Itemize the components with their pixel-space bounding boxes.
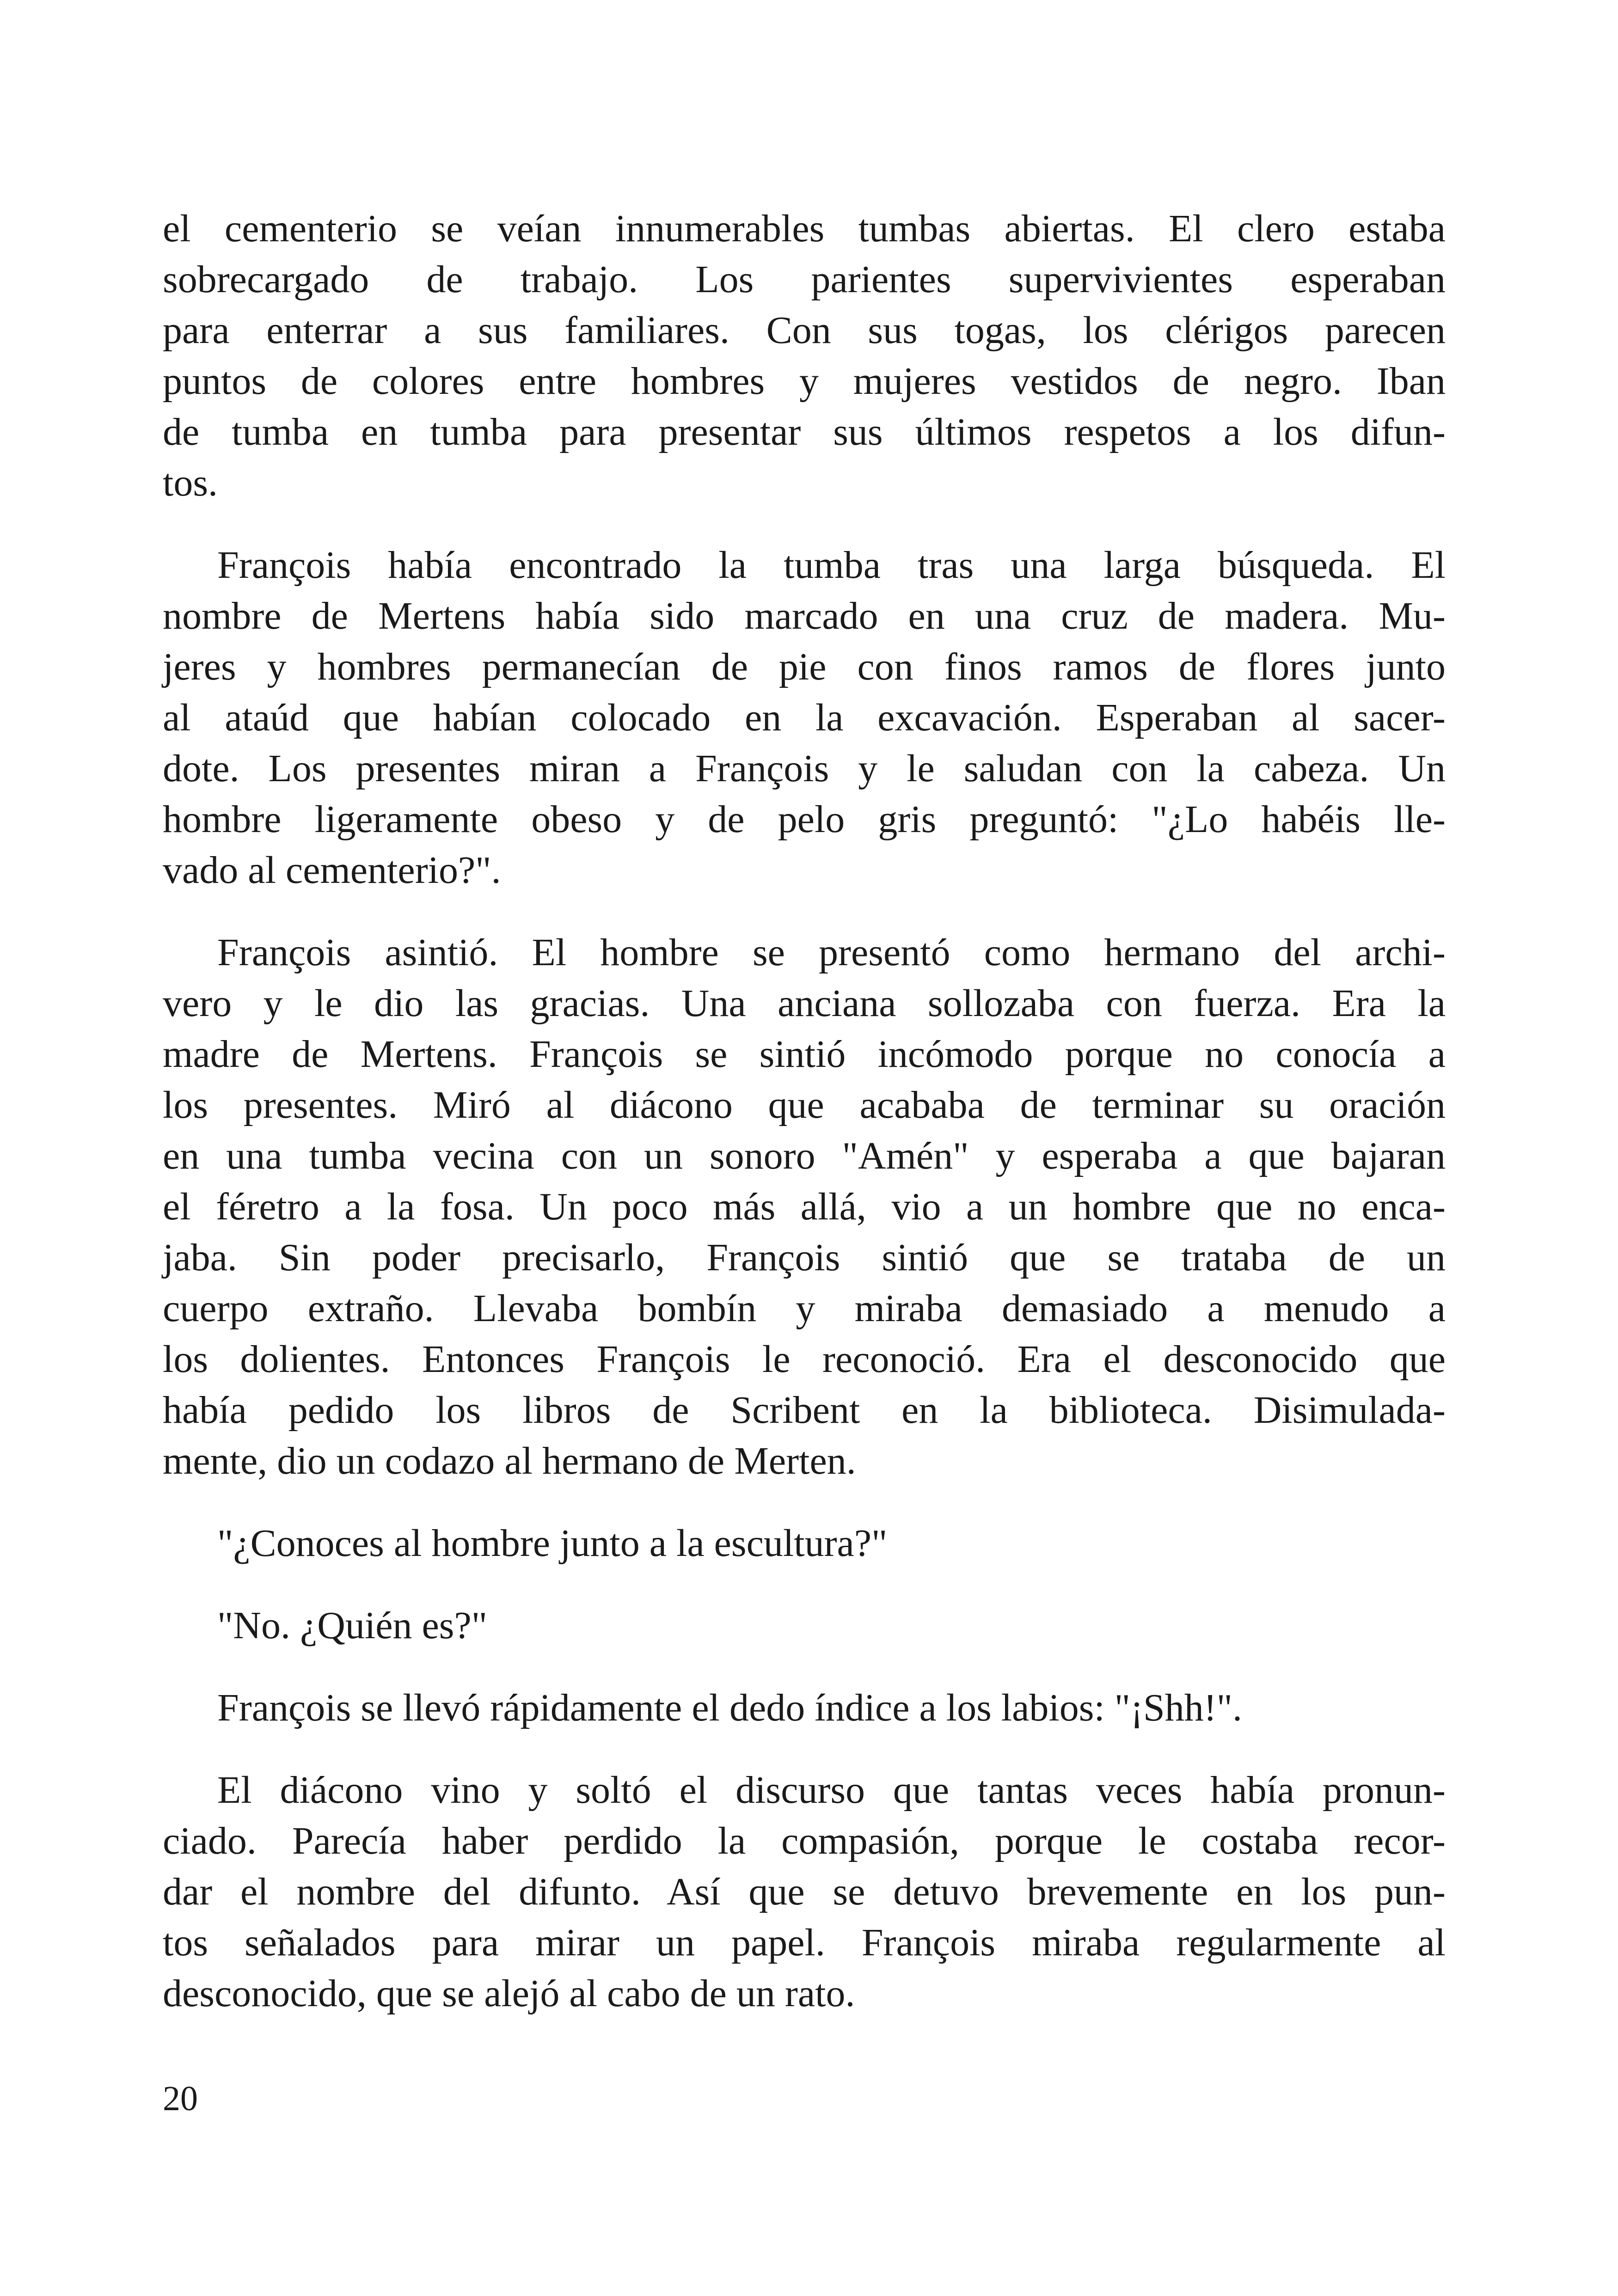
text-line: hombre ligeramente obeso y de pelo gris preguntó: "¿Lo habéis lle- — [163, 798, 1446, 841]
text-line: François asintió. El hombre se presentó como hermano del archi- — [217, 931, 1446, 974]
text-line: vero y le dio las gracias. Una anciana sollozaba con fuerza. Era la — [163, 982, 1446, 1025]
paragraph-1 — [163, 203, 1446, 508]
text-line: los dolientes. Entonces François le reconoció. Era el desconocido que — [163, 1338, 1446, 1381]
text-line: los presentes. Miró al diácono que acababa de terminar su oración — [163, 1084, 1446, 1127]
text-line: François se llevó rápidamente el dedo índice a los labios: "¡Shh!". — [217, 1686, 1243, 1729]
text-line: había pedido los libros de Scribent en la biblioteca. Disimulada- — [163, 1389, 1446, 1432]
text-line: el féretro a la fosa. Un poco más allá, vio a un hombre que no enca- — [163, 1185, 1446, 1228]
text-line: ciado. Parecía haber perdido la compasión, porque le costaba recor- — [163, 1819, 1446, 1862]
paragraph-7 — [163, 1765, 1446, 2019]
text-line: cuerpo extraño. Llevaba bombín y miraba demasiado a menudo a — [163, 1287, 1446, 1330]
text-line: nombre de Mertens había sido marcado en una cruz de madera. Mu- — [163, 594, 1446, 637]
page-number: 20 — [163, 2079, 198, 2118]
paragraph-2 — [163, 540, 1446, 896]
text-line: mente, dio un codazo al hermano de Merten. — [163, 1439, 856, 1482]
text-line: madre de Mertens. François se sintió incómodo porque no conocía a — [163, 1033, 1446, 1076]
text-line: François había encontrado la tumba tras una larga búsqueda. El — [217, 544, 1446, 587]
text-line: al ataúd que habían colocado en la excavación. Esperaban al sacer- — [163, 696, 1446, 739]
text-line: El diácono vino y soltó el discurso que tantas veces había pronun- — [217, 1769, 1446, 1812]
body-text — [163, 203, 1446, 2019]
paragraph-5 — [163, 1600, 1446, 1651]
paragraph-3 — [163, 927, 1446, 1487]
text-line: vado al cementerio?". — [163, 849, 501, 892]
text-line: desconocido, que se alejó al cabo de un rato. — [163, 1972, 855, 2015]
text-line: dote. Los presentes miran a François y le saludan con la cabeza. Un — [163, 747, 1446, 790]
text-line: de tumba en tumba para presentar sus últimos respetos a los difun- — [163, 410, 1446, 453]
text-line: dar el nombre del difunto. Así que se detuvo brevemente en los pun- — [163, 1870, 1446, 1913]
text-line: "¿Conoces al hombre junto a la escultura?" — [217, 1522, 888, 1565]
paragraph-6 — [163, 1683, 1446, 1733]
text-line: jeres y hombres permanecían de pie con finos ramos de flores junto — [163, 645, 1446, 688]
text-line: para enterrar a sus familiares. Con sus togas, los clérigos parecen — [163, 309, 1446, 352]
text-line: puntos de colores entre hombres y mujeres vestidos de negro. Iban — [163, 360, 1446, 403]
paragraph-4 — [163, 1518, 1446, 1569]
text-line: el cementerio se veían innumerables tumbas abiertas. El clero estaba — [163, 207, 1446, 250]
text-line: "No. ¿Quién es?" — [217, 1604, 488, 1647]
text-line: en una tumba vecina con un sonoro "Amén" y esperaba a que bajaran — [163, 1134, 1446, 1177]
text-line: tos. — [163, 461, 218, 504]
text-line: sobrecargado de trabajo. Los parientes supervivientes esperaban — [163, 258, 1446, 301]
text-line: tos señalados para mirar un papel. François miraba regularmente al — [163, 1921, 1446, 1964]
text-line: jaba. Sin poder precisarlo, François sintió que se trataba de un — [163, 1236, 1446, 1279]
